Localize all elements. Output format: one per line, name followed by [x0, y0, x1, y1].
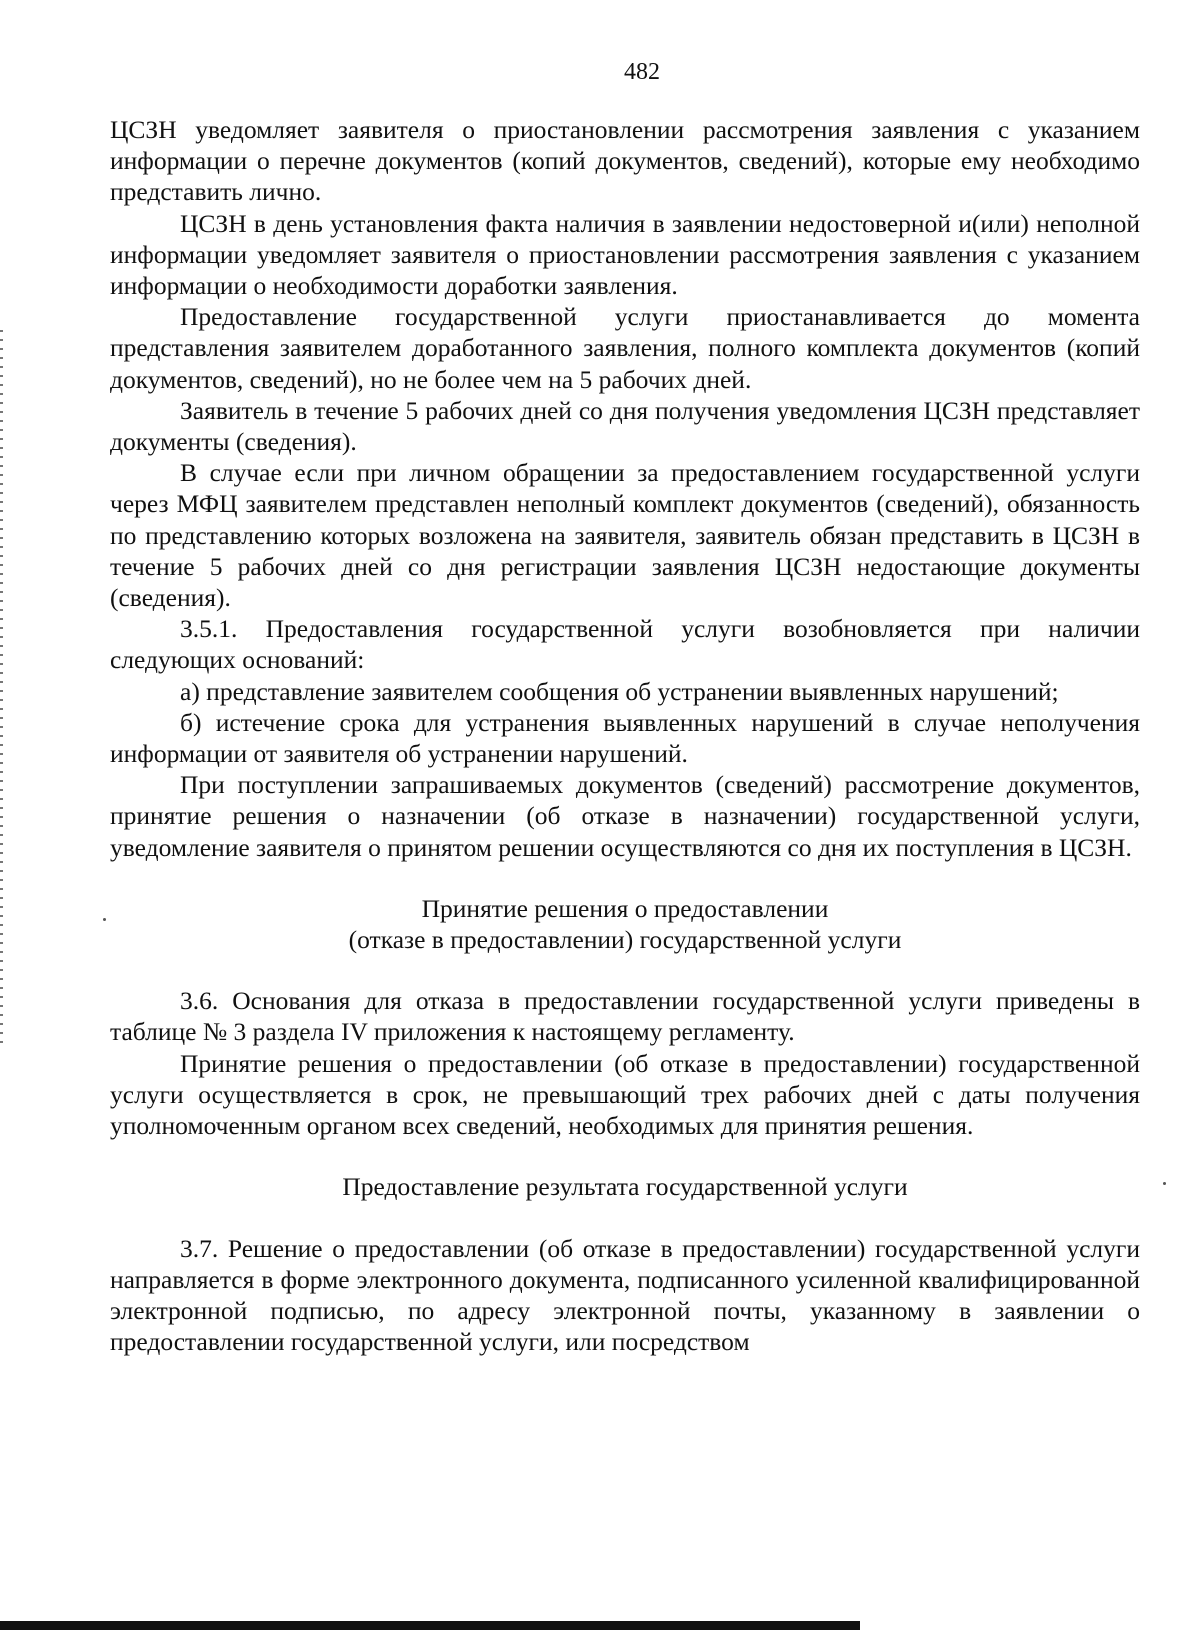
- paragraph-item-b: б) истечение срока для устранения выявленных нарушений в случае неполучения информации от заявителя об устранении нарушений.: [110, 707, 1140, 769]
- paragraph-documents-received: При поступлении запрашиваемых документов (сведений) рассмотрение документов, принятие решения о назначении (об отказе в назначении) государственной услуги, уведомление заявителя о принятом решении осуществляются со дня их поступления в ЦСЗН.: [110, 770, 1140, 862]
- paragraph-applicant-deadline: Заявитель в течение 5 рабочих дней со дня получения уведомления ЦСЗН представляет документы (сведения).: [110, 395, 1140, 457]
- paragraph-3-5-1: 3.5.1. Предоставления государственной услуги возобновляется при наличии следующих оснований:: [110, 614, 1140, 675]
- paragraph-decision-term: Принятие решения о предоставлении (об отказе в предоставлении) государственной услуги осуществляется в срок, не превышающий трех рабочих дней с даты получения уполномоченным органом всех сведений, необходимых для принятия решения.: [110, 1048, 1140, 1141]
- paragraph-notification-documents: ЦСЗН уведомляет заявителя о приостановлении рассмотрения заявления с указанием информации о перечне документов (копий документов, сведений), которые ему необходимо представить лично.: [110, 115, 1140, 207]
- paragraph-mfc-incomplete: В случае если при личном обращении за предоставлением государственной услуги через МФЦ заявителем представлен неполный комплект документов (сведений), обязанность по представлению которых возложена на заявителя, заявитель обязан представить в ЦСЗН в течение 5 рабочих дней со дня регистрации заявления ЦСЗН недостающие документы (сведения).: [110, 458, 1140, 613]
- document-body: [110, 114, 1140, 1357]
- paragraph-3-6: 3.6. Основания для отказа в предоставлении государственной услуги приведены в таблице № 3 раздела IV приложения к настоящему регламенту.: [110, 986, 1140, 1047]
- section-heading-result: [110, 1171, 1140, 1202]
- heading-line: Предоставление результата государственной услуги: [342, 1172, 908, 1202]
- section-heading-decision: [110, 893, 1140, 955]
- paragraph-item-a: а) представление заявителем сообщения об устранении выявленных нарушений;: [180, 676, 1059, 706]
- scan-edge-marks: [0, 330, 3, 1050]
- paragraph-suspension: Предоставление государственной услуги приостанавливается до момента представления заявителем доработанного заявления, полного комплекта документов (копий документов, сведений), но не более чем на 5 рабочих дней.: [110, 302, 1140, 394]
- paragraph-incomplete-info: ЦСЗН в день установления факта наличия в заявлении недостоверной и(или) неполной информации уведомляет заявителя о приостановлении рассмотрения заявления с указанием информации о необходимости доработки заявления.: [110, 208, 1140, 301]
- scan-speck: [1163, 1182, 1166, 1185]
- scan-speck: [103, 918, 106, 921]
- heading-line: (отказе в предоставлении) государственной услуги: [348, 925, 902, 955]
- scan-bottom-edge: [0, 1621, 860, 1630]
- paragraph-3-7: 3.7. Решение о предоставлении (об отказе в предоставлении) государственной услуги направляется в форме электронного документа, подписанного усиленной квалифицированной электронной подписью, по адресу электронной почты, указанному в заявлении о предоставлении государственной услуги, или посредством: [110, 1233, 1140, 1357]
- heading-line: Принятие решения о предоставлении: [421, 893, 829, 923]
- page-number: 482: [624, 59, 660, 85]
